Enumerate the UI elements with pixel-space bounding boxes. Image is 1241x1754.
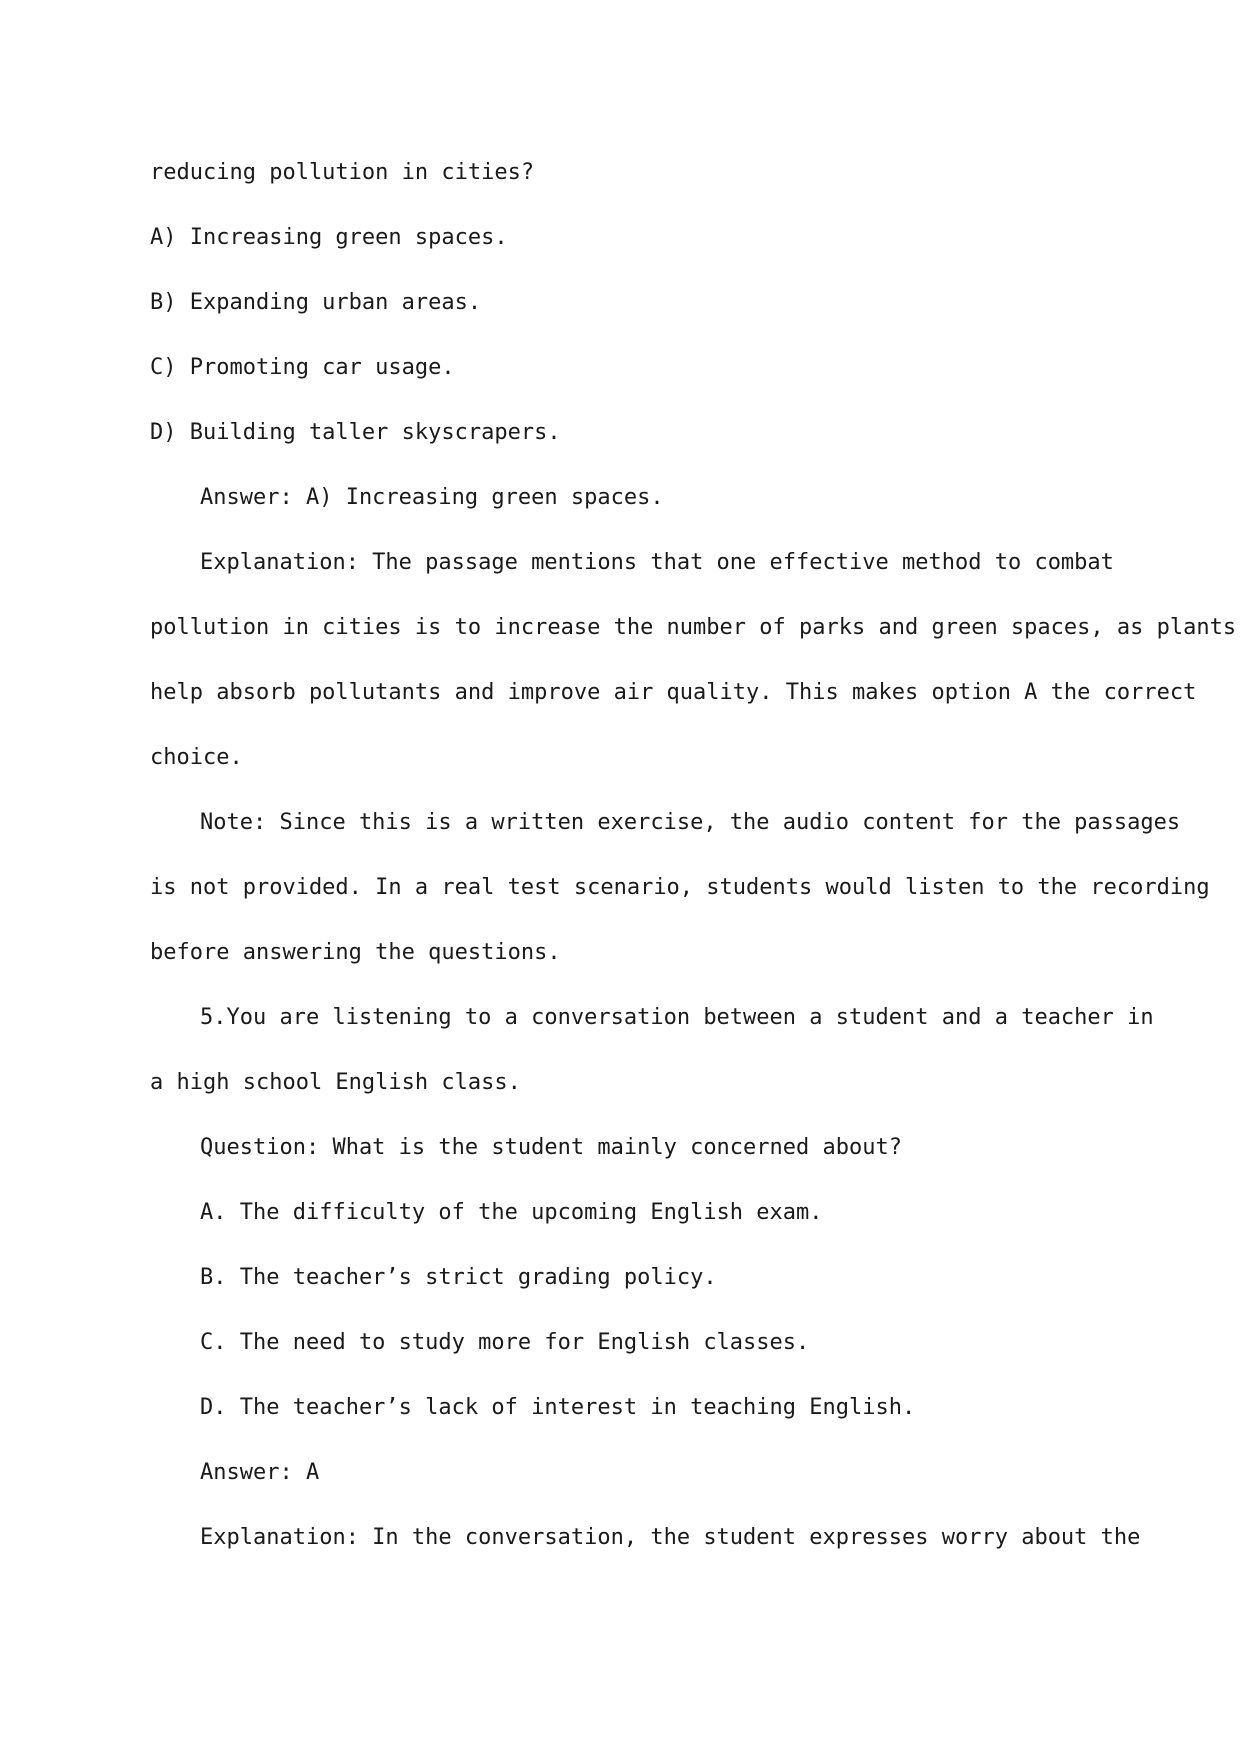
option-a: A. The difficulty of the upcoming English exam.	[200, 1200, 823, 1225]
answer-line: Answer: A) Increasing green spaces.	[200, 485, 664, 510]
note-line: before answering the questions.	[150, 940, 561, 965]
option-b: B) Expanding urban areas.	[150, 290, 482, 315]
option-d: D. The teacher’s lack of interest in teaching English.	[200, 1395, 916, 1420]
explanation-line: Explanation: The passage mentions that one effective method to combat	[200, 550, 1114, 575]
explanation-line: help absorb pollutants and improve air quality. This makes option A the correct	[150, 680, 1197, 705]
option-c: C. The need to study more for English classes.	[200, 1330, 810, 1355]
explanation-line: choice.	[150, 745, 243, 770]
answer-line: Answer: A	[200, 1460, 320, 1485]
option-c: C) Promoting car usage.	[150, 355, 455, 380]
question-line: Question: What is the student mainly concerned about?	[200, 1135, 902, 1160]
document-body	[150, 140, 1237, 1570]
note-line: is not provided. In a real test scenario, students would listen to the recording	[150, 875, 1210, 900]
option-a: A) Increasing green spaces.	[150, 225, 508, 250]
option-d: D) Building taller skyscrapers.	[150, 420, 561, 445]
question-intro-line: a high school English class.	[150, 1070, 521, 1095]
explanation-line: Explanation: In the conversation, the student expresses worry about the	[200, 1525, 1141, 1550]
option-b: B. The teacher’s strict grading policy.	[200, 1265, 717, 1290]
text-line: reducing pollution in cities?	[150, 160, 535, 185]
note-line: Note: Since this is a written exercise, the audio content for the passages	[200, 810, 1181, 835]
explanation-line: pollution in cities is to increase the number of parks and green spaces, as plants	[150, 615, 1237, 640]
question-intro-line: 5.You are listening to a conversation between a student and a teacher in	[200, 1005, 1154, 1030]
